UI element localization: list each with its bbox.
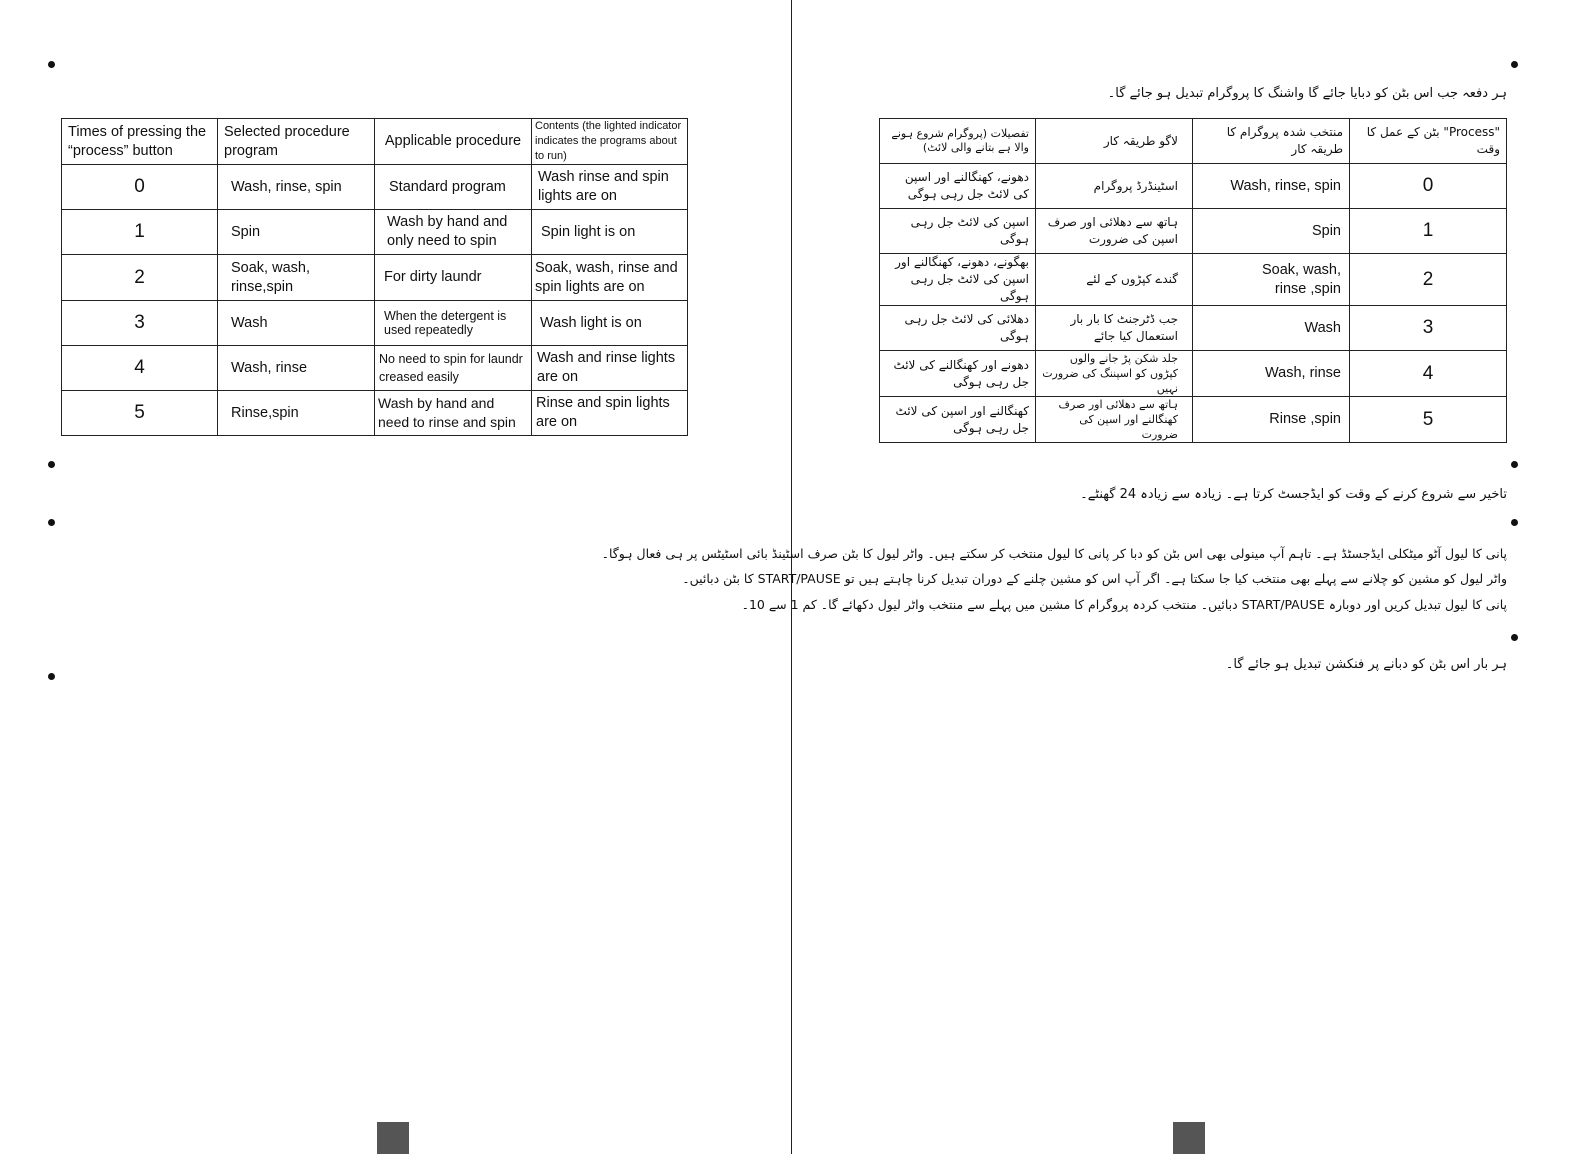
row-contents: بھگونے، دھونے، کھنگالنے اور اسپن کی لائٹ جل رہی ہوگی [895,255,1029,303]
table-row [62,255,688,301]
row-contents: دھونے، کھنگالنے اور اسپن کی لائٹ جل رہی ہوگی [904,170,1029,201]
row-procedure: گندے کپڑوں کے لئے [1086,272,1178,286]
row-program: Wash [231,314,268,331]
row-procedure: When the detergent is used repeatedly [384,309,507,337]
row-times: 1 [1350,209,1507,254]
table-row [62,346,688,391]
row-contents: Wash light is on [540,314,642,331]
row-contents: Rinse and spin lights are on [536,395,670,430]
header-contents: تفصیلات (پروگرام شروع ہونے والا ہے بتانے والی لائٹ) [891,127,1029,154]
table-row [880,397,1507,443]
row-program: Wash, rinse [1264,365,1341,381]
table-row [62,210,688,255]
table-header-row [880,119,1507,164]
row-procedure: No need to spin for laundr creased easily [379,352,534,384]
row-program: Spin [231,223,261,240]
row-program: Soak, wash, rinse ,spin [1262,261,1341,297]
row-procedure: Wash by hand and only need to spin [387,214,508,249]
row-contents: Spin light is on [541,223,636,240]
header-procedure: لاگو طریقہ کار [1103,133,1178,148]
row-times: 4 [62,346,218,391]
table-row [62,165,688,210]
water-level-line-2: واٹر لیول کو مشین کو چلانے سے پہلے بھی منتخب کیا جا سکتا ہے۔ اگر آپ اس کو مشین چلنے کے دوران تبدیل کرنا چاہتے ہیں تو START/PAUSE کا بٹن دبائیں۔ [682,571,1507,586]
row-contents: اسپن کی لائٹ جل رہی ہوگی [910,215,1029,246]
program-table-english [61,118,688,436]
row-times: 5 [62,391,218,436]
row-times: 1 [62,210,218,255]
page-number-tab [377,1122,409,1154]
table-row [880,351,1507,397]
row-contents: Wash rinse and spin lights are on [538,169,669,204]
header-times: Times of pressing the “process” button [68,123,207,159]
row-procedure: ہاتھ سے دھلائی اور صرف کھنگالنے اور اسپن کی ضرورت [1058,398,1178,441]
row-times: 3 [1350,306,1507,351]
row-times: 5 [1350,397,1507,443]
header-procedure: Applicable procedure [384,133,522,149]
header-times: "Process" بٹن کے عمل کا وقت [1366,125,1500,156]
row-times: 2 [62,255,218,301]
table-row [880,209,1507,254]
row-procedure: جلد شکن پڑ جانے والوں کپڑوں کو اسپننگ کی ضرورت نہیں [1042,352,1178,395]
header-program: منتخب شدہ پروگرام کا طریقہ کار [1226,125,1343,156]
water-level-line-3: پانی کا لیول تبدیل کریں اور دوبارہ START/PAUSE دبائیں۔ منتخب کردہ پروگرام کا مشین میں پہلے سے منتخب واٹر لیول دکھائے گا۔ کم 1 سے 10۔ [741,597,1507,612]
row-program: Wash, rinse, spin [1230,177,1341,194]
row-times: 0 [1350,164,1507,209]
table-row [880,254,1507,306]
function-text: ہر بار اس بٹن کو دبانے پر فنکشن تبدیل ہو جائے گا۔ [1225,657,1507,672]
row-times: 2 [1350,254,1507,306]
row-program: Rinse ,spin [1269,411,1341,427]
bullet [1511,634,1518,641]
row-procedure: جب ڈٹرجنٹ کا بار بار استعمال کیا جائے [1070,312,1178,343]
row-contents: دھونے اور کھنگالنے کی لائٹ جل رہی ہوگی [893,357,1029,389]
row-contents: Wash and rinse lights are on [537,350,676,385]
table-header-row [62,119,688,165]
bullet [1511,519,1518,526]
left-page [0,0,792,1154]
table-row [880,306,1507,351]
row-contents: کھنگالنے اور اسپن کی لائٹ جل رہی ہوگی [895,403,1029,435]
row-procedure: Standard program [389,178,506,195]
water-level-line-1: پانی کا لیول آٹو میٹکلی ایڈجسٹڈ ہے۔ تاہم آپ مینولی بھی اس بٹن کو دبا کر پانی کا لیول منتخب کر سکتے ہیں۔ واٹر لیول کا بٹن صرف اسٹینڈ بائی اسٹیٹس پر ہی فعال ہوگا۔ [601,546,1507,561]
row-contents: Soak, wash, rinse and spin lights are on [535,259,678,295]
header-program: Selected procedure program [224,123,350,159]
process-intro-text: ہر دفعہ جب اس بٹن کو دبایا جائے گا واشنگ کا پروگرام تبدیل ہو جائے گا۔ [1107,86,1507,101]
bullet [1511,461,1518,468]
program-table-urdu [879,118,1507,443]
row-procedure: اسٹینڈرڈ پروگرام [1093,178,1178,193]
delay-text: تاخیر سے شروع کرنے کے وقت کو ایڈجسٹ کرتا ہے۔ زیادہ سے زیادہ 24 گھنٹے۔ [1080,487,1507,502]
bullet [48,673,55,680]
page-number-tab [1173,1122,1205,1154]
table-row [62,301,688,346]
bullet [1511,61,1518,68]
bullet [48,461,55,468]
row-procedure: ہاتھ سے دھلائی اور صرف اسپن کی ضرورت [1047,215,1178,246]
row-program: Spin [1311,222,1341,239]
table-row [62,391,688,436]
row-program: Wash, rinse, spin [231,178,342,195]
header-contents: Contents (the lighted indicator indicates the programs about to run) [535,120,682,162]
table-row [880,164,1507,209]
bullet [48,519,55,526]
bullet [48,61,55,68]
row-contents: دھلائی کی لائٹ جل رہی ہوگی [904,312,1029,343]
row-program: Soak, wash, rinse,spin [231,259,310,295]
row-program: Wash [1304,319,1341,336]
row-procedure: For dirty laundr [384,269,482,285]
row-program: Wash, rinse [231,359,308,376]
row-procedure: Wash by hand and need to rinse and spin [378,395,516,430]
row-times: 3 [62,301,218,346]
row-times: 0 [62,165,218,210]
row-program: Rinse,spin [231,404,299,421]
row-times: 4 [1350,351,1507,397]
